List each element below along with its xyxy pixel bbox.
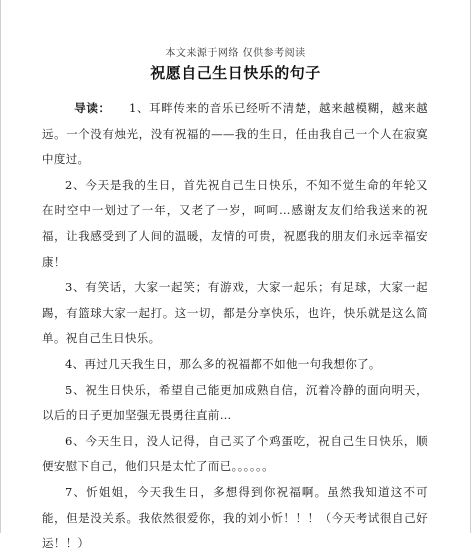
paragraph-7: 7、忻姐姐，今天我生日，多想得到你祝福啊。虽然我知道这不可能，但是没关系。我依然很爱你，我的刘小忻！！！（今天考试很自己好运！！）	[42, 484, 428, 551]
source-note: 本文来源于网络 仅供参考阅读	[165, 48, 306, 59]
paragraph-6: 6、今天生日，没人记得，自己买了个鸡蛋吃，祝自己生日快乐，顺便安慰下自己，他们只是太忙了而已。。。。。。	[42, 433, 428, 474]
page-title: 祝愿自己生日快乐的句子	[150, 64, 321, 82]
document-body	[42, 96, 428, 557]
paragraph-5: 5、祝生日快乐，希望自己能更加成熟自信，沉着冷静的面向明天，以后的日子更加坚强无畏勇往直前…	[42, 382, 428, 423]
paragraph-1	[42, 96, 428, 173]
lead-label: 导读：	[74, 101, 111, 115]
paragraph-4: 4、再过几天我生日，那么多的祝福都不如他一句我想你了。	[65, 356, 381, 371]
paragraph-text: 1、耳畔传来的音乐已经听不清楚，越来越模糊，越来越远。一个没有烛光，没有祝福的——我的生日，任由我自己一个人在寂寞中度过。	[42, 101, 428, 167]
paragraph-3: 3、有笑话，大家一起笑；有游戏，大家一起乐；有足球，大家一起踢，有篮球大家一起打。这一切，都是分享快乐，也许，快乐就是这么简单。祝自己生日快乐。	[42, 280, 428, 346]
paragraph-2: 2、今天是我的生日，首先祝自己生日快乐，不知不觉生命的年轮又在时空中一划过了一年，又老了一岁，呵呵…感谢友友们给我送来的祝福，让我感受到了人间的温暖，友情的可贵，祝愿我的朋友们永远幸福安康！	[42, 177, 428, 269]
